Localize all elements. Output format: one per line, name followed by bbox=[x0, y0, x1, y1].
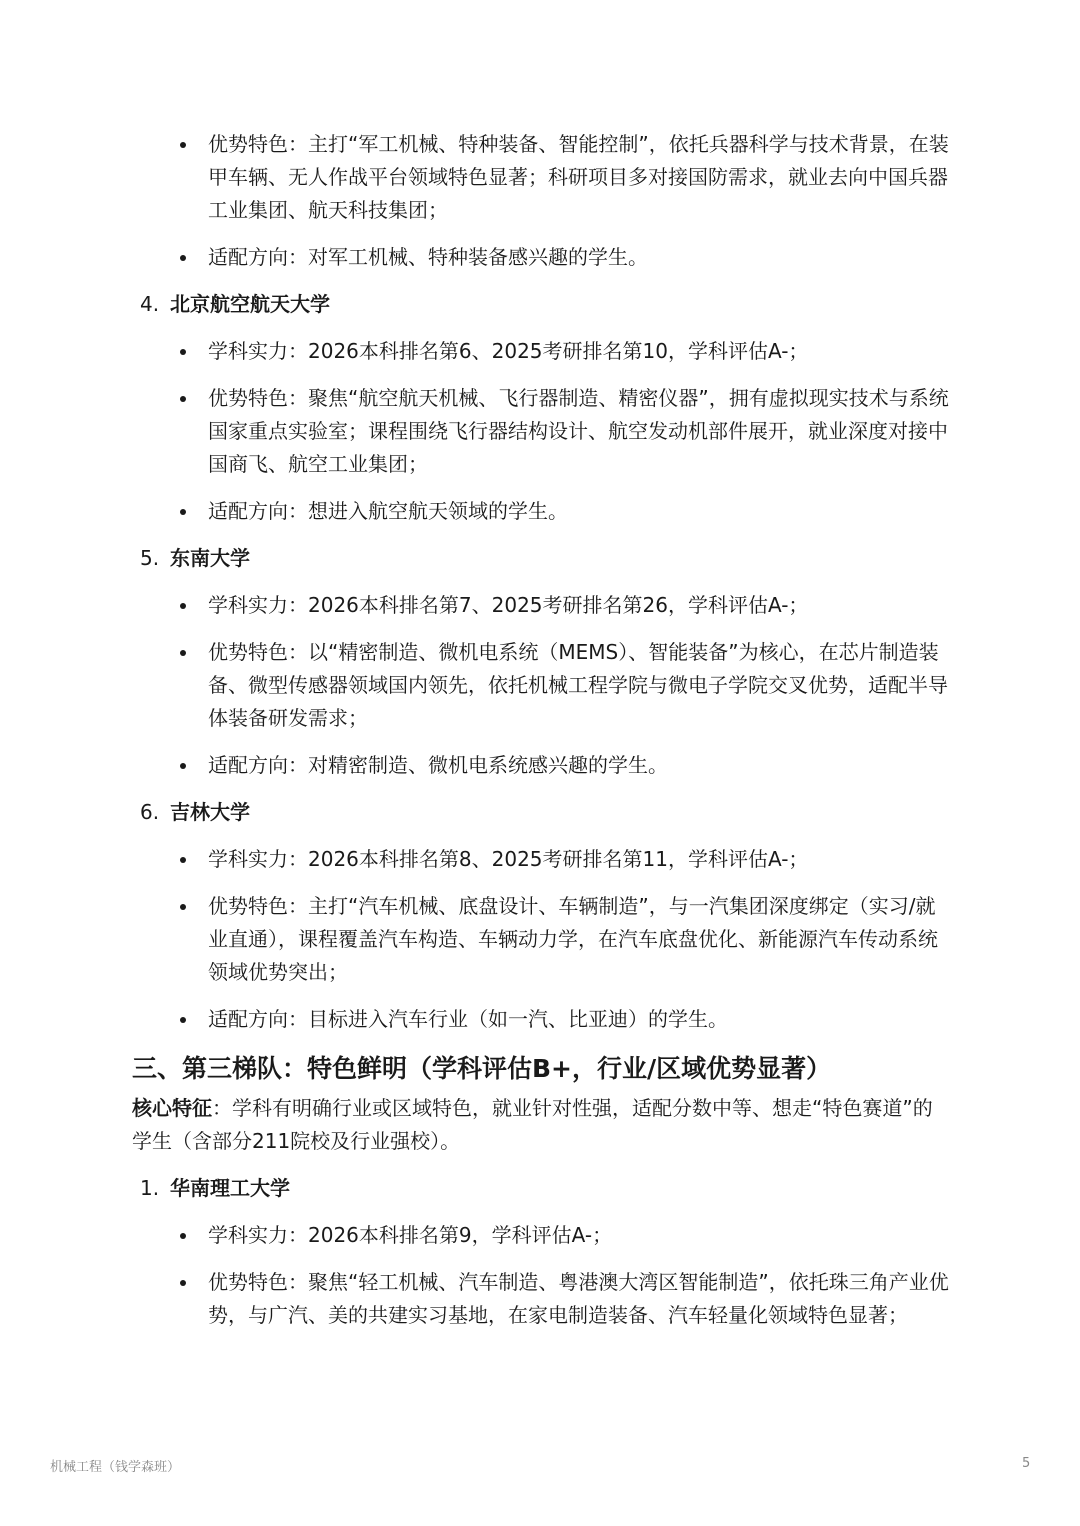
university-name: 吉林大学 bbox=[170, 800, 250, 824]
list-item bbox=[208, 1219, 952, 1252]
bullet-text: 优势特色：主打“军工机械、特种装备、智能控制”，依托兵器科学与技术背景，在装甲车辆、无人作战平台领域特色显著；科研项目多对接国防需求，就业去向中国兵器工业集团、航天科技集团； bbox=[208, 132, 949, 222]
university-number: 6. bbox=[140, 800, 160, 824]
list-item bbox=[208, 241, 952, 274]
bullet-text: 优势特色：聚焦“轻工机械、汽车制造、粤港澳大湾区智能制造”，依托珠三角产业优势，与广汽、美的共建实习基地，在家电制造装备、汽车轻量化领域特色显著； bbox=[208, 1270, 949, 1327]
bullet-icon bbox=[180, 763, 186, 769]
footer-page-number: 5 bbox=[1022, 1456, 1031, 1471]
continuation-bullet-list bbox=[132, 128, 952, 274]
list-item bbox=[208, 843, 952, 876]
university-name: 北京航空航天大学 bbox=[170, 292, 330, 316]
page-content bbox=[132, 128, 952, 1346]
bullet-icon bbox=[180, 396, 186, 402]
bullet-text: 学科实力：2026本科排名第9，学科评估A-； bbox=[208, 1223, 613, 1247]
bullet-text: 适配方向：想进入航空航天领域的学生。 bbox=[208, 499, 568, 523]
university-heading bbox=[140, 796, 952, 829]
university-heading bbox=[140, 1172, 952, 1205]
bullet-text: 适配方向：对军工机械、特种装备感兴趣的学生。 bbox=[208, 245, 648, 269]
bullet-text: 优势特色：聚焦“航空航天机械、飞行器制造、精密仪器”，拥有虚拟现实技术与系统国家重点实验室；课程围绕飞行器结构设计、航空发动机部件展开，就业深度对接中国商飞、航空工业集团； bbox=[208, 386, 949, 476]
university-heading bbox=[140, 288, 952, 321]
list-item bbox=[208, 890, 952, 989]
university-bullet-list bbox=[132, 589, 952, 782]
core-feature-paragraph bbox=[132, 1092, 952, 1158]
bullet-text: 学科实力：2026本科排名第6、2025考研排名第10，学科评估A-； bbox=[208, 339, 809, 363]
bullet-icon bbox=[180, 255, 186, 261]
bullet-icon bbox=[180, 904, 186, 910]
university-number: 5. bbox=[140, 546, 160, 570]
core-feature-text: ：学科有明确行业或区域特色，就业针对性强，适配分数中等、想走“特色赛道”的学生（含部分211院校及行业强校）。 bbox=[132, 1096, 933, 1153]
bullet-icon bbox=[180, 603, 186, 609]
bullet-text: 优势特色：主打“汽车机械、底盘设计、车辆制造”，与一汽集团深度绑定（实习/就业直通），课程覆盖汽车构造、车辆动力学，在汽车底盘优化、新能源汽车传动系统领域优势突出； bbox=[208, 894, 938, 984]
bullet-icon bbox=[180, 857, 186, 863]
bullet-icon bbox=[180, 509, 186, 515]
bullet-icon bbox=[180, 1233, 186, 1239]
university-number: 4. bbox=[140, 292, 160, 316]
bullet-text: 学科实力：2026本科排名第8、2025考研排名第11，学科评估A-； bbox=[208, 847, 809, 871]
list-item bbox=[208, 382, 952, 481]
list-item bbox=[208, 1003, 952, 1036]
list-item bbox=[208, 636, 952, 735]
university-heading bbox=[140, 542, 952, 575]
bullet-text: 优势特色：以“精密制造、微机电系统（MEMS）、智能装备”为核心，在芯片制造装备、微型传感器领域国内领先，依托机械工程学院与微电子学院交叉优势，适配半导体装备研发需求； bbox=[208, 640, 948, 730]
university-bullet-list bbox=[132, 843, 952, 1036]
core-feature-label: 核心特征 bbox=[132, 1096, 212, 1120]
bullet-text: 学科实力：2026本科排名第7、2025考研排名第26，学科评估A-； bbox=[208, 593, 809, 617]
list-item bbox=[208, 495, 952, 528]
bullet-icon bbox=[180, 1280, 186, 1286]
university-bullet-list bbox=[132, 1219, 952, 1332]
university-name: 东南大学 bbox=[170, 546, 250, 570]
bullet-text: 适配方向：目标进入汽车行业（如一汽、比亚迪）的学生。 bbox=[208, 1007, 728, 1031]
list-item bbox=[208, 128, 952, 227]
bullet-text: 适配方向：对精密制造、微机电系统感兴趣的学生。 bbox=[208, 753, 668, 777]
list-item bbox=[208, 335, 952, 368]
list-item bbox=[208, 589, 952, 622]
bullet-icon bbox=[180, 142, 186, 148]
bullet-icon bbox=[180, 349, 186, 355]
university-name: 华南理工大学 bbox=[170, 1176, 290, 1200]
bullet-icon bbox=[180, 650, 186, 656]
footer-document-title: 机械工程（钱学森班） bbox=[50, 1460, 181, 1475]
list-item bbox=[208, 1266, 952, 1332]
university-number: 1. bbox=[140, 1176, 160, 1200]
section-title: 三、第三梯队：特色鲜明（学科评估B+，行业/区域优势显著） bbox=[132, 1054, 832, 1083]
university-bullet-list bbox=[132, 335, 952, 528]
bullet-icon bbox=[180, 1017, 186, 1023]
list-item bbox=[208, 749, 952, 782]
